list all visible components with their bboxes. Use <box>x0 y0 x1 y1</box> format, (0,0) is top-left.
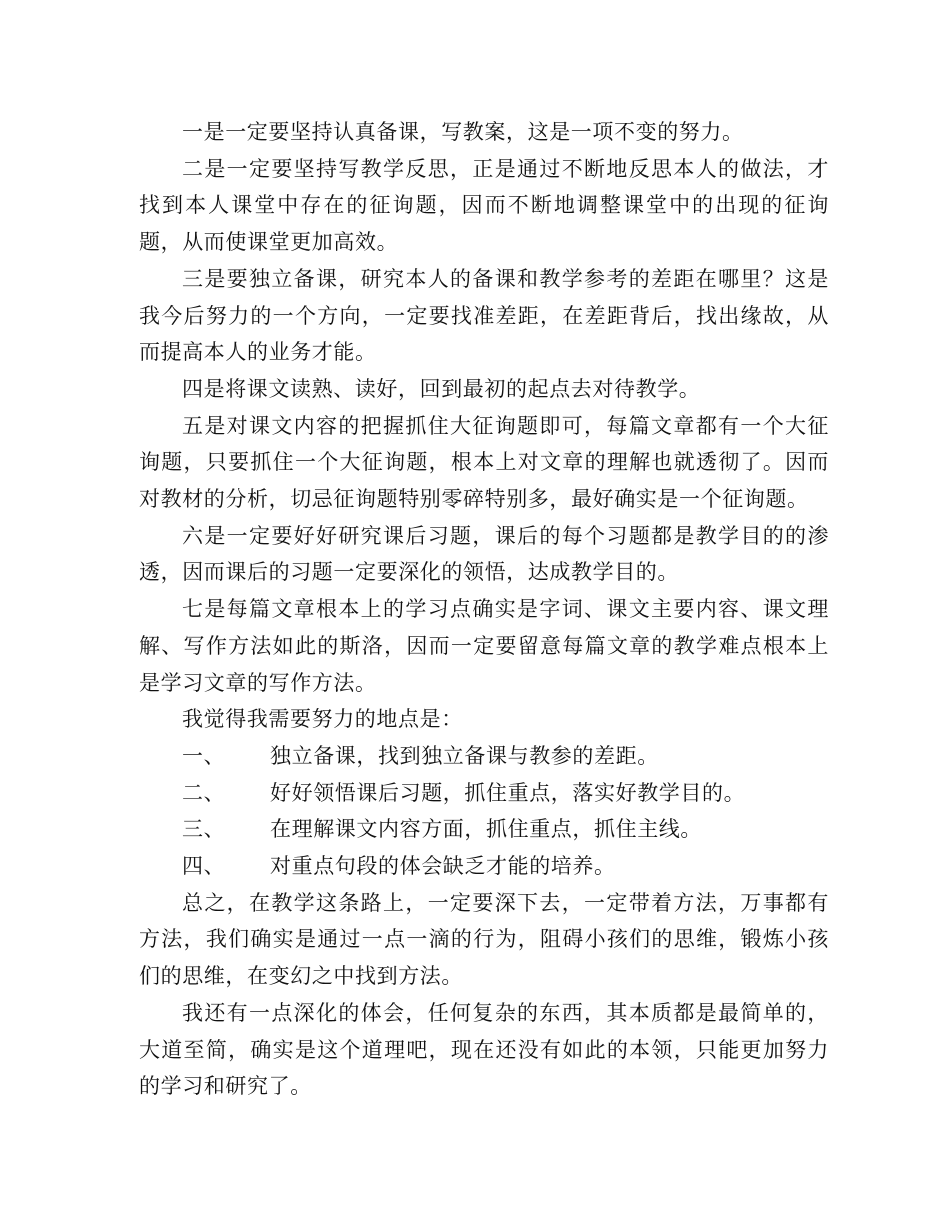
document-body <box>139 114 829 1105</box>
list-text: 好好领悟课后习题，抓住重点，落实好教学目的。 <box>270 780 746 805</box>
list-number: 一、 <box>182 743 226 768</box>
paragraph-4: 四是将课文读熟、读好，回到最初的起点去对待教学。 <box>182 376 701 401</box>
list-text: 独立备课，找到独立备课与教参的差距。 <box>270 743 659 768</box>
list-item-2 <box>139 775 829 812</box>
paragraph-1: 一是一定要坚持认真备课，写教案，这是一项不变的努力。 <box>182 120 744 144</box>
list-number: 二、 <box>182 780 226 805</box>
paragraph-6: 六是一定要好好研究课后习题，课后的每个习题都是教学目的的渗透，因而课后的习题一定要深化的领悟，达成教学目的。 <box>139 523 829 585</box>
paragraph-5: 五是对课文内容的把握抓住大征询题即可，每篇文章都有一个大征询题，只要抓住一个大征询题，根本上对文章的理解也就透彻了。因而对教材的分析，切忌征询题特别零碎特别多，最好确实是一个征询题。 <box>139 413 829 512</box>
paragraph-summary: 总之，在教学这条路上，一定要深下去，一定带着方法，万事都有方法，我们确实是通过一点一滴的行为，阻碍小孩们的思维，锻炼小孩们的思维，在变幻之中找到方法。 <box>139 890 829 989</box>
list-item-4 <box>139 848 829 885</box>
list-text: 在理解课文内容方面，抓住重点，抓住主线。 <box>270 817 702 842</box>
list-text: 对重点句段的体会缺乏才能的培养。 <box>270 854 616 879</box>
list-item-3 <box>139 811 829 848</box>
list-item-1 <box>139 738 829 775</box>
paragraph-7: 七是每篇文章根本上的学习点确实是字词、课文主要内容、课文理解、写作方法如此的斯洛，因而一定要留意每篇文章的教学难点根本上是学习文章的写作方法。 <box>139 597 829 695</box>
list-number: 三、 <box>182 817 226 842</box>
paragraph-conclusion: 我还有一点深化的体会，任何复杂的东西，其本质都是最简单的，大道至简，确实是这个道理吧，现在还没有如此的本领，只能更加努力的学习和研究了。 <box>139 1000 829 1099</box>
paragraph-intro-list: 我觉得我需要努力的地点是： <box>182 707 463 732</box>
paragraph-2: 二是一定要坚持写教学反思，正是通过不断地反思本人的做法，才找到本人课堂中存在的征询题，因而不断地调整课堂中的出现的征询题，从而使课堂更加高效。 <box>139 156 829 255</box>
paragraph-3: 三是要独立备课，研究本人的备课和教学参考的差距在哪里？这是我今后努力的一个方向，一定要找准差距，在差距背后，找出缘故，从而提高本人的业务才能。 <box>139 266 829 365</box>
list-number: 四、 <box>182 854 226 879</box>
